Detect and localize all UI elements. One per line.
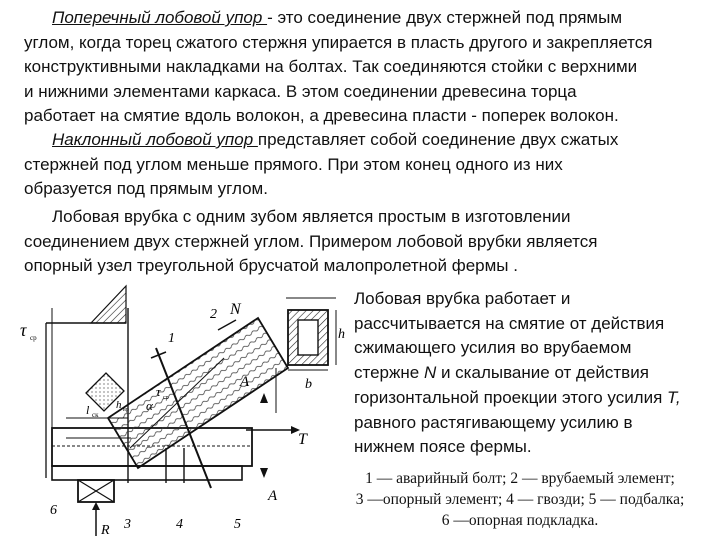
tau-label: τ <box>20 320 27 340</box>
p2-line-3: образуется под прямым углом. <box>24 179 268 199</box>
figure-legend <box>330 468 710 531</box>
part-number-3: 3 <box>124 517 131 532</box>
part-number-5: 5 <box>234 517 241 532</box>
h-label: h <box>338 327 345 342</box>
term-inclined-stop: Наклонный лобовой упор <box>52 130 258 149</box>
paragraph-frontal-notch <box>24 205 700 279</box>
tau-inner-label: τ <box>156 384 161 399</box>
symbol-n: N <box>423 363 437 383</box>
part-number-4: 4 <box>176 517 183 532</box>
right-line-6: равного растягивающему усилию в <box>354 412 633 432</box>
p2-text-1: представляет собой соединение двух сжатых <box>257 130 619 149</box>
under-beam <box>52 466 242 480</box>
legend-line-1: 1 — аварийный болт; 2 — врубаемый элемент; <box>365 470 675 487</box>
part-number-1: 1 <box>168 331 175 346</box>
right-line-7: нижнем поясе фермы. <box>354 437 532 457</box>
t-label: T <box>298 431 307 448</box>
p1-line-2: углом, когда торец сжатого стержня упирается в пласть другого и закрепляется <box>24 32 653 52</box>
right-line-3: сжимающего усилия во врубаемом <box>354 338 632 358</box>
p1-line-3: конструктивными накладками на болтах. Так соединяются стойки с верхними <box>24 57 638 77</box>
notch-depth-subscript: вр <box>123 407 129 413</box>
right-line-5 <box>354 386 714 411</box>
paragraph-transverse-stop <box>24 6 700 129</box>
r-label: R <box>101 523 110 538</box>
p1-line-1 <box>24 6 700 31</box>
a-label-top: A <box>240 374 250 390</box>
p1-line-4: и нижними элементами каркаса. В этом соединении древесина торца <box>24 81 577 101</box>
legend-line-2: 3 —опорный элемент; 4 — гвозди; 5 — подбалка; <box>355 491 685 508</box>
p1-line-5: работает на смятие вдоль волокон, а древесина пласти - поперек волокон. <box>24 106 619 126</box>
p3-line-2: соединением двух стержней углом. Примером лобовой врубки является <box>24 231 598 251</box>
right-line-4 <box>354 361 714 386</box>
right-description <box>354 287 714 460</box>
support-pad <box>78 480 114 502</box>
notch-depth-label: h <box>116 399 122 411</box>
part-number-6: 6 <box>50 503 57 518</box>
p1-text-1: - это соединение двух стержней под прямым <box>267 8 623 27</box>
right-line-4-a: стержне <box>354 363 424 383</box>
p3-line-1: Лобовая врубка с одним зубом является простым в изготовлении <box>52 207 571 226</box>
section-a-a <box>276 298 336 413</box>
right-line-2: рассчитывается на смятие от действия <box>354 313 665 333</box>
paragraph-inclined-stop <box>24 128 700 202</box>
legend-line-3: 6 —опорная подкладка. <box>441 512 599 529</box>
n-force-arrow <box>218 320 236 330</box>
symbol-t: T, <box>667 387 681 407</box>
shear-length-label: l <box>86 403 90 417</box>
p2-line-2: стержней под углом меньше прямого. При этом конец одного из них <box>24 154 563 174</box>
part-number-2: 2 <box>210 307 217 322</box>
b-label: b <box>305 377 312 392</box>
alpha-label: α <box>146 398 153 413</box>
tau-subscript: ср <box>30 334 37 342</box>
shear-length-subscript: ск <box>92 411 99 419</box>
right-line-5-a: горизонтальной проекции этого усилия <box>354 387 668 407</box>
tau-inner-subscript: ср <box>163 395 169 401</box>
p2-line-1 <box>24 128 700 153</box>
right-line-4-b: и скалывание от действия <box>436 363 649 383</box>
frontal-notch-drawing <box>6 278 346 538</box>
term-transverse-stop: Поперечный лобовой упор <box>52 8 268 27</box>
a-label-bottom: A <box>268 488 278 504</box>
n-label: N <box>230 301 241 318</box>
right-line-1: Лобовая врубка работает и <box>354 289 571 308</box>
p3-line-3: опорный узел треугольной брусчатой малопролетной фермы . <box>24 256 518 276</box>
